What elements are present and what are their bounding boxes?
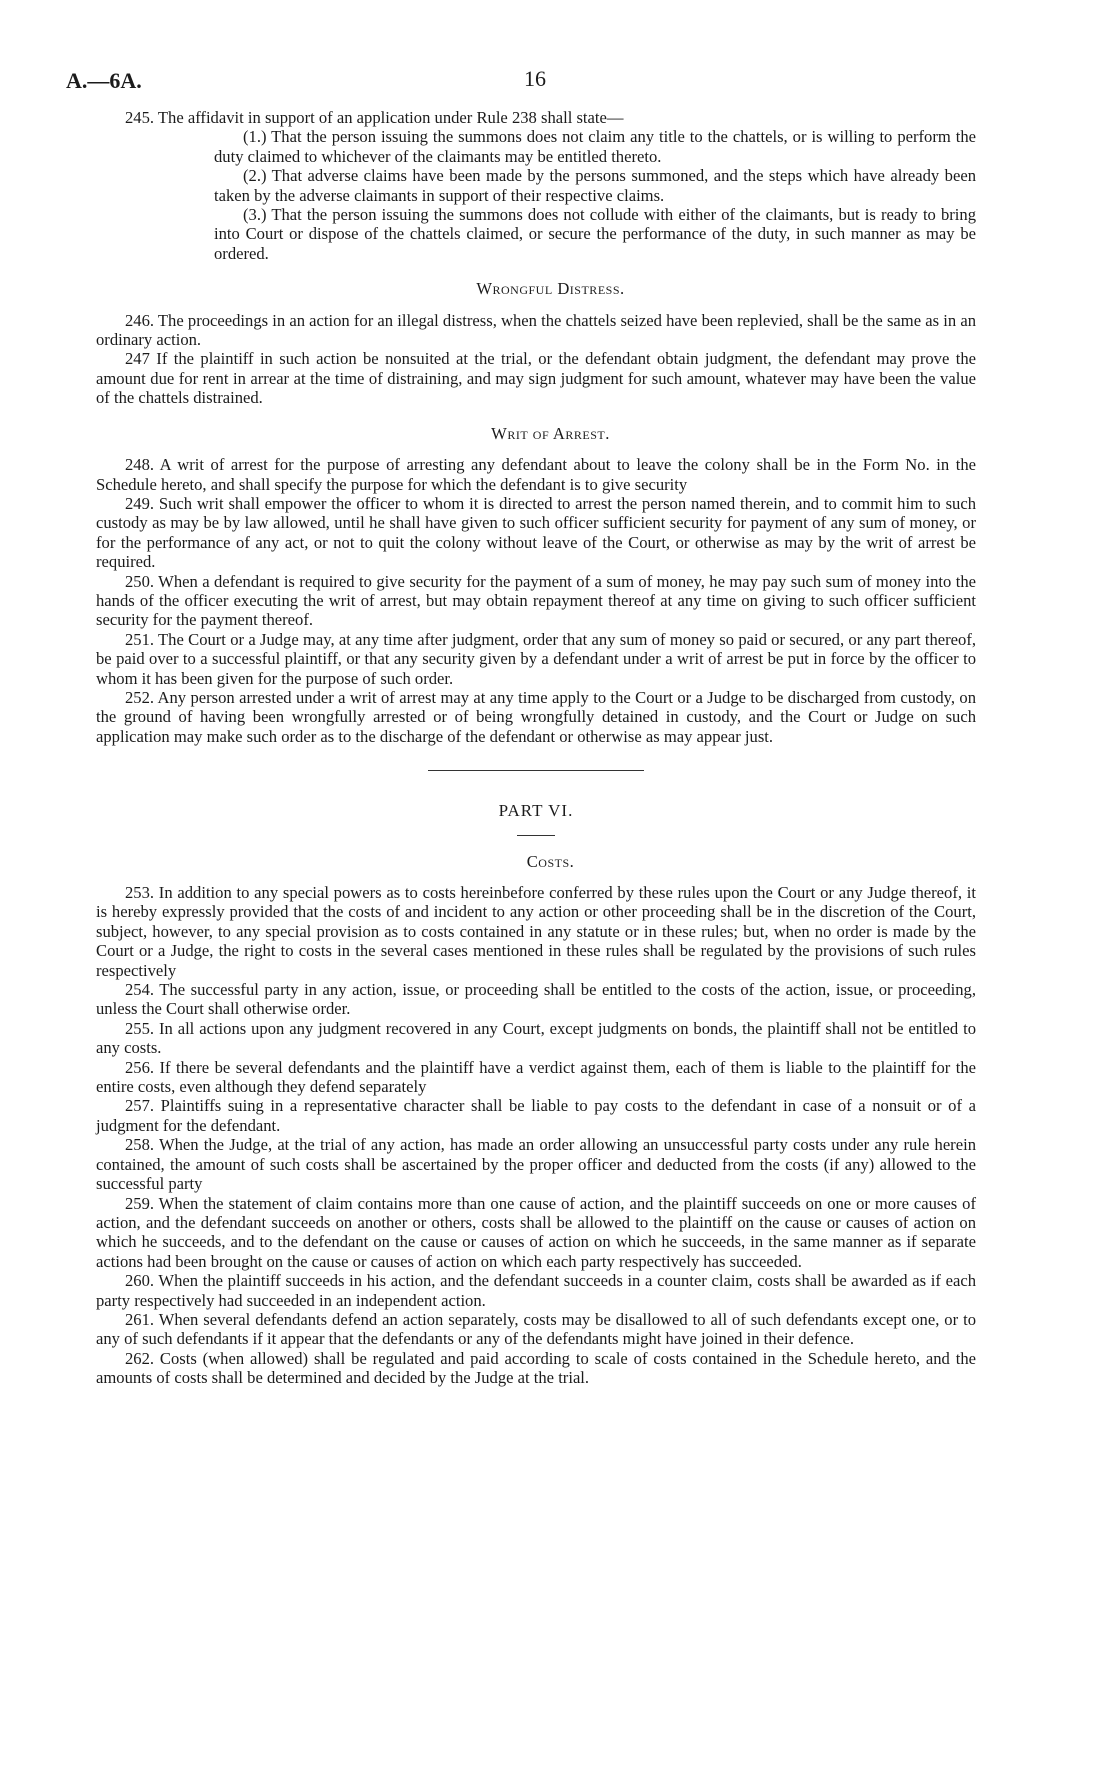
rule-245-item-1: (1.) That the person issuing the summons does not claim any title to the chattels, or is willing to perform the duty claimed to whichever of the claimants may be entitled thereto. [214, 127, 976, 166]
page-number: 16 [524, 66, 546, 91]
rule-257: 257. Plaintiffs suing in a representative character shall be liable to pay costs to the defendant in case of a nonsuit or of a judgment for the defendant. [96, 1096, 976, 1135]
section-divider [428, 770, 644, 771]
rule-255: 255. In all actions upon any judgment recovered in any Court, except judgments on bonds, the plaintiff shall not be entitled to any costs. [96, 1018, 976, 1058]
rule-258: 258. When the Judge, at the trial of any action, has made an order allowing an unsuccessful party costs under any rule herein contained, the amount of such costs shall be ascertained by the proper officer and deducted from the costs (if any) allowed to the successful party [96, 1135, 976, 1194]
rule-253: 253. In addition to any special powers as to costs hereinbefore conferred by these rules upon the Court or any Judge thereof, it is hereby expressly provided that the costs of and incident to any action or other proceeding shall be in the discretion of the Court, subject, however, to any special provision as to costs contained in any statute or in these rules; but, when no order is made by the Court or a Judge, the right to costs in the several cases mentioned in these rules shall be regulated by the provisions of such rules respectively [96, 883, 976, 980]
rule-248: 248. A writ of arrest for the purpose of arresting any defendant about to leave the colony shall be in the Form No. in the Schedule hereto, and shall specify the purpose for which the defendant is to give security [96, 455, 976, 494]
rule-246: 246. The proceedings in an action for an illegal distress, when the chattels seized have been replevied, shall be the same as in an ordinary action. [96, 310, 976, 350]
part-divider [517, 835, 555, 836]
part-title: PART VI. [498, 801, 574, 821]
document-reference: A.—6A. [66, 68, 142, 93]
rule-247: 247 If the plaintiff in such action be nonsuited at the trial, or the defendant obtain judgment, the defendant may prove the amount due for rent in arrear at the time of distraining, and may sign judgment for such amount, whatever may have been the value of the chattels distrained. [96, 349, 976, 408]
heading-wrongful-distress: Wrongful Distress. [476, 279, 625, 299]
heading-costs: Costs. [526, 851, 575, 871]
rule-249: 249. Such writ shall empower the officer to whom it is directed to arrest the person named therein, and to commit him to such custody as may be by law allowed, until he shall have given to such officer sufficient security for payment of any sum of money, or for the performance of any act, or not to quit the colony without leave of the Court, or otherwise as may by the writ of arrest be required. [96, 493, 976, 572]
document-body [96, 108, 976, 1388]
rule-250: 250. When a defendant is required to give security for the payment of a sum of money, he may pay such sum of money into the hands of the officer executing the writ of arrest, but may obtain repayment thereof at any time on giving to such officer sufficient security for the payment thereof. [96, 571, 976, 630]
rule-251: 251. The Court or a Judge may, at any time after judgment, order that any sum of money so paid or secured, or any part thereof, be paid over to a successful plaintiff, or that any security given by a defendant under a writ of arrest be put in force by the officer to whom it has been given for the purpose of such order. [96, 629, 976, 688]
rule-262: 262. Costs (when allowed) shall be regulated and paid according to scale of costs contained in the Schedule hereto, and the amounts of costs shall be determined and decided by the Judge at the trial. [96, 1348, 976, 1388]
rule-261: 261. When several defendants defend an action separately, costs may be disallowed to all of such defendants except one, or to any of such defendants if it appear that the defendants or any of the defendants might have joined in their defence. [96, 1309, 976, 1349]
rule-254: 254. The successful party in any action, issue, or proceeding shall be entitled to the costs of the action, issue, or proceeding, unless the Court shall otherwise order. [96, 980, 976, 1019]
rule-245-item-2: (2.) That adverse claims have been made by the persons summoned, and the steps which have already been taken by the adverse claimants in support of their respective claims. [214, 166, 976, 205]
rule-260: 260. When the plaintiff succeeds in his action, and the defendant succeeds in a counter claim, costs shall be awarded as if each party respectively had succeeded in an independent action. [96, 1271, 976, 1310]
rule-245-item-3: (3.) That the person issuing the summons does not collude with either of the claimants, but is ready to bring into Court or dispose of the chattels claimed, or secure the performance of the duty, in such manner as may be ordered. [214, 205, 976, 263]
rule-256: 256. If there be several defendants and the plaintiff have a verdict against them, each of them is liable to the plaintiff for the entire costs, even although they defend separately [96, 1057, 976, 1097]
rule-252: 252. Any person arrested under a writ of arrest may at any time apply to the Court or a Judge to be discharged from custody, on the ground of having been wrongfully arrested or of being wrongfully detained in custody, and the Court or Judge on such application may make such order as to the discharge of the defendant or otherwise as may appear just. [96, 687, 976, 746]
heading-writ-of-arrest: Writ of Arrest. [491, 423, 610, 443]
rule-259: 259. When the statement of claim contains more than one cause of action, and the plaintiff succeeds on one or more causes of action, and the defendant succeeds on another or others, costs shall be allowed to the plaintiff on the cause or causes of action on which he succeeds, and to the defendant on the cause or causes of action on which he succeeds, in the same manner as if separate actions had been brought on the cause or causes of action on which each party respectively has succeeded. [96, 1193, 976, 1271]
rule-245-intro: 245. The affidavit in support of an application under Rule 238 shall state— [125, 108, 624, 127]
